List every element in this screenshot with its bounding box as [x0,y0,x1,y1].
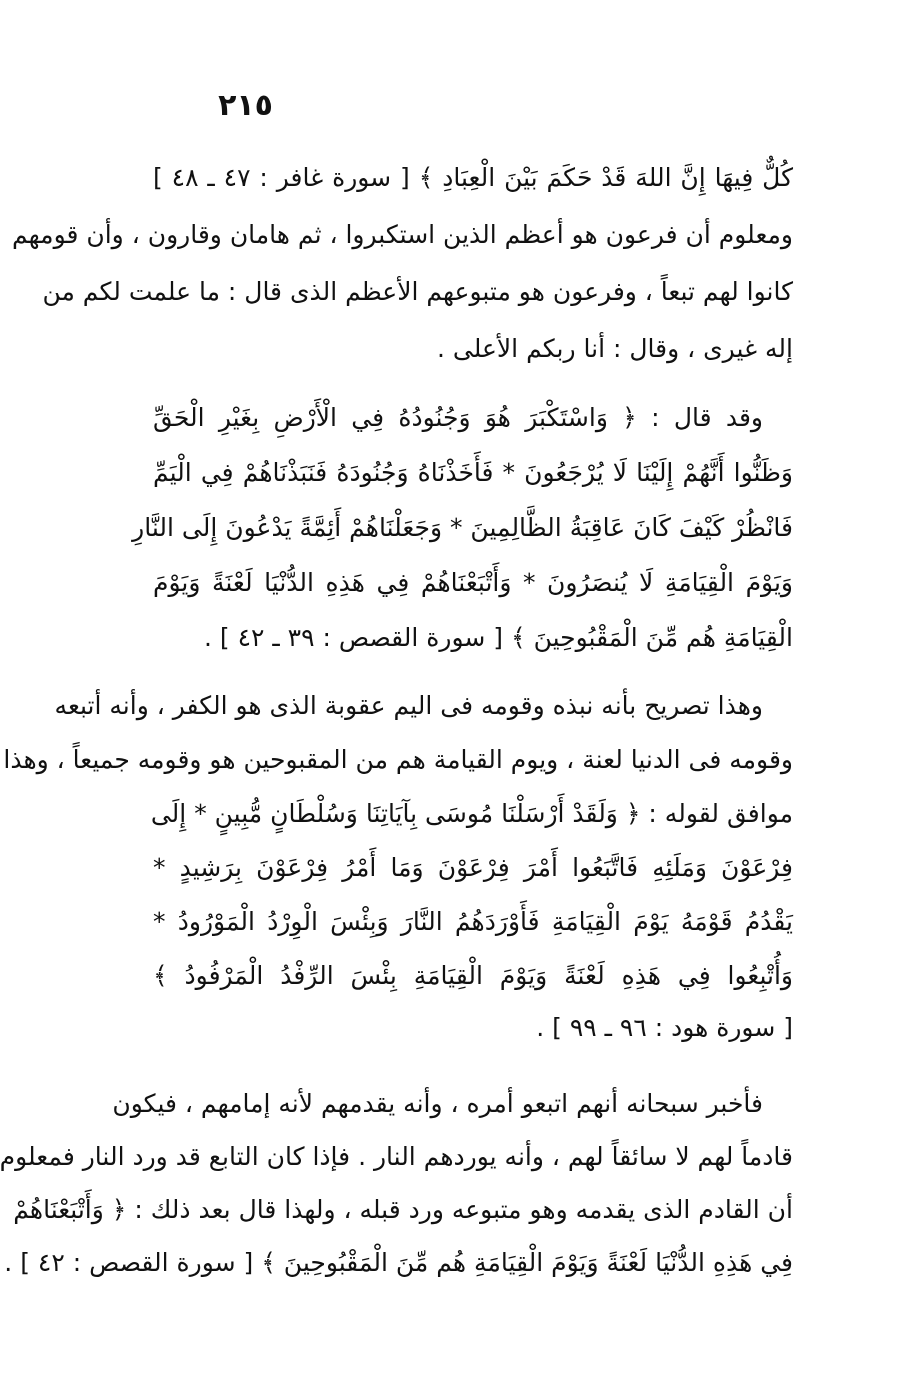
text-line: يَقْدُمُ قَوْمَهُ يَوْمَ الْقِيَامَةِ فَأَوْرَدَهُمُ النَّارَ وَبِئْسَ الْوِرْدُ الْمَوْرُودُ * [153,907,793,936]
text-line: كُلٌّ فِيهَا إِنَّ اللهَ قَدْ حَكَمَ بَيْنَ الْعِبَادِ ﴾ [ سورة غافر : ٤٧ ـ ٤٨ ] [153,163,794,192]
text-line: ومعلوم أن فرعون هو أعظم الذين استكبروا ، ثم هامان وقارون ، وأن قومهم [12,220,793,249]
text-line: [ سورة هود : ٩٦ ـ ٩٩ ] . [536,1013,793,1042]
text-line: وهذا تصريح بأنه نبذه وقومه فى اليم عقوبة الذى هو الكفر ، وأنه أتبعه [54,691,763,720]
text-line: فِرْعَوْنَ وَمَلَئِهِ فَاتَّبَعُوا أَمْرَ فِرْعَوْنَ وَمَا أَمْرُ فِرْعَوْنَ بِرَشِيدٍ * [153,853,793,882]
text-line: وَظَنُّوا أَنَّهُمْ إِلَيْنَا لَا يُرْجَعُونَ * فَأَخَذْنَاهُ وَجُنُودَهُ فَنَبَذْنَاهُمْ فِي الْيَمِّ [153,458,793,487]
text-line: وَيَوْمَ الْقِيَامَةِ لَا يُنصَرُونَ * وَأَتْبَعْنَاهُمْ فِي هَذِهِ الدُّنْيَا لَعْنَةً وَيَوْمَ [153,568,793,597]
text-line: وقد قال : ﴿ وَاسْتَكْبَرَ هُوَ وَجُنُودُهُ فِي الْأَرْضِ بِغَيْرِ الْحَقِّ [153,403,763,432]
text-line: فِي هَذِهِ الدُّنْيَا لَعْنَةً وَيَوْمَ الْقِيَامَةِ هُم مِّنَ الْمَقْبُوحِينَ ﴾ [ سورة القصص : ٤٢ ] . [4,1248,793,1277]
text-line: فأخبر سبحانه أنهم اتبعو أمره ، وأنه يقدمهم لأنه إمامهم ، فيكون [112,1089,763,1118]
text-line: كانوا لهم تبعاً ، وفرعون هو متبوعهم الأعظم الذى قال : ما علمت لكم من [42,277,793,306]
book-page [0,88,794,1308]
page-number: ٢١٥ [218,88,273,123]
text-line: قادماً لهم لا سائقاً لهم ، وأنه يوردهم النار . فإذا كان التابع قد ورد النار فمعلوم [0,1142,793,1171]
text-line: موافق لقوله : ﴿ وَلَقَدْ أَرْسَلْنَا مُوسَى بِآيَاتِنَا وَسُلْطَانٍ مُّبِينٍ * إِلَى [150,799,793,828]
text-line: الْقِيَامَةِ هُم مِّنَ الْمَقْبُوحِينَ ﴾ [ سورة القصص : ٣٩ ـ ٤٢ ] . [204,623,793,652]
text-line: وقومه فى الدنيا لعنة ، ويوم القيامة هم من المقبوحين هو وقومه جميعاً ، وهذا [3,745,793,774]
text-line: إله غيرى ، وقال : أنا ربكم الأعلى . [437,334,793,363]
text-line: أن القادم الذى يقدمه وهو متبوعه ورد قبله ، ولهذا قال بعد ذلك : ﴿ وَأَتْبَعْنَاهُمْ [13,1195,793,1224]
text-line: فَانْظُرْ كَيْفَ كَانَ عَاقِبَةُ الظَّالِمِينَ * وَجَعَلْنَاهُمْ أَئِمَّةً يَدْعُونَ إِلَى النَّارِ [132,513,793,542]
text-line: وَأُتْبِعُوا فِي هَذِهِ لَعْنَةً وَيَوْمَ الْقِيَامَةِ بِئْسَ الرِّفْدُ الْمَرْفُودُ ﴾ [153,961,793,990]
